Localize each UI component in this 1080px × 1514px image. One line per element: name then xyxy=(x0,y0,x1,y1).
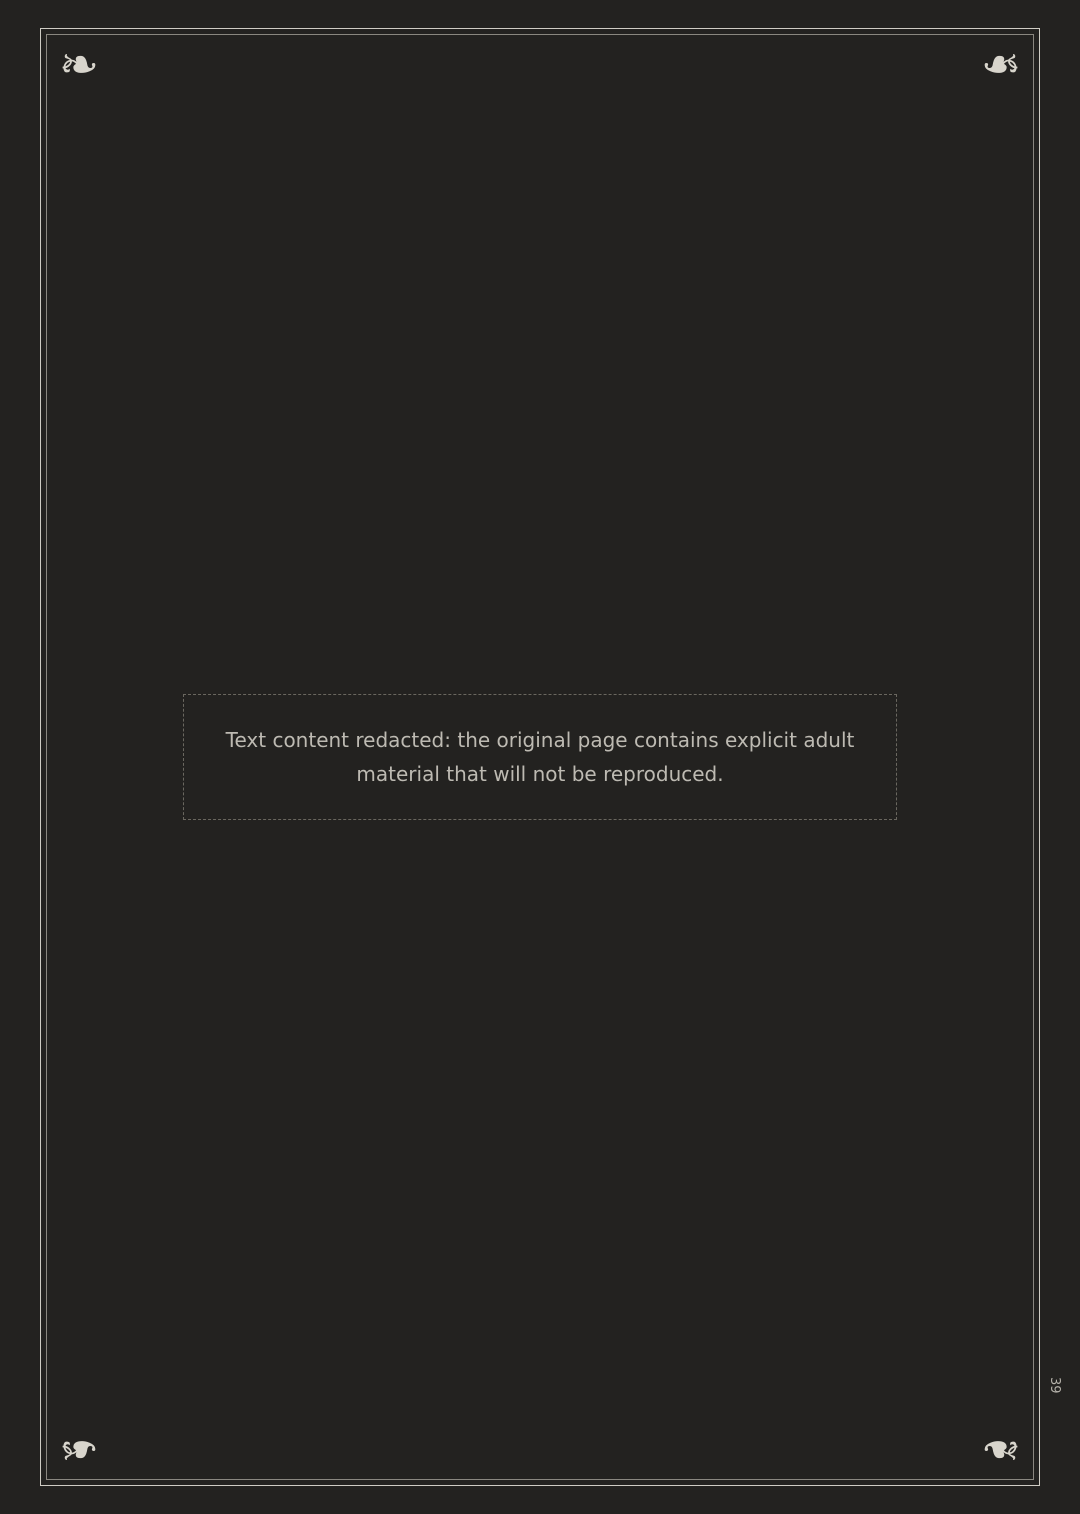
ornament-top-right-icon: ❧ xyxy=(980,37,1022,93)
ornament-bottom-left-icon: ❧ xyxy=(58,1421,100,1477)
redaction-notice: Text content redacted: the original page contains explicit adult material that will not be reproduced. xyxy=(183,694,897,820)
ornament-top-left-icon: ❧ xyxy=(58,37,100,93)
page-number: 39 xyxy=(1047,1377,1062,1394)
text-block-area xyxy=(100,80,980,1434)
ornament-bottom-right-icon: ❧ xyxy=(980,1421,1022,1477)
